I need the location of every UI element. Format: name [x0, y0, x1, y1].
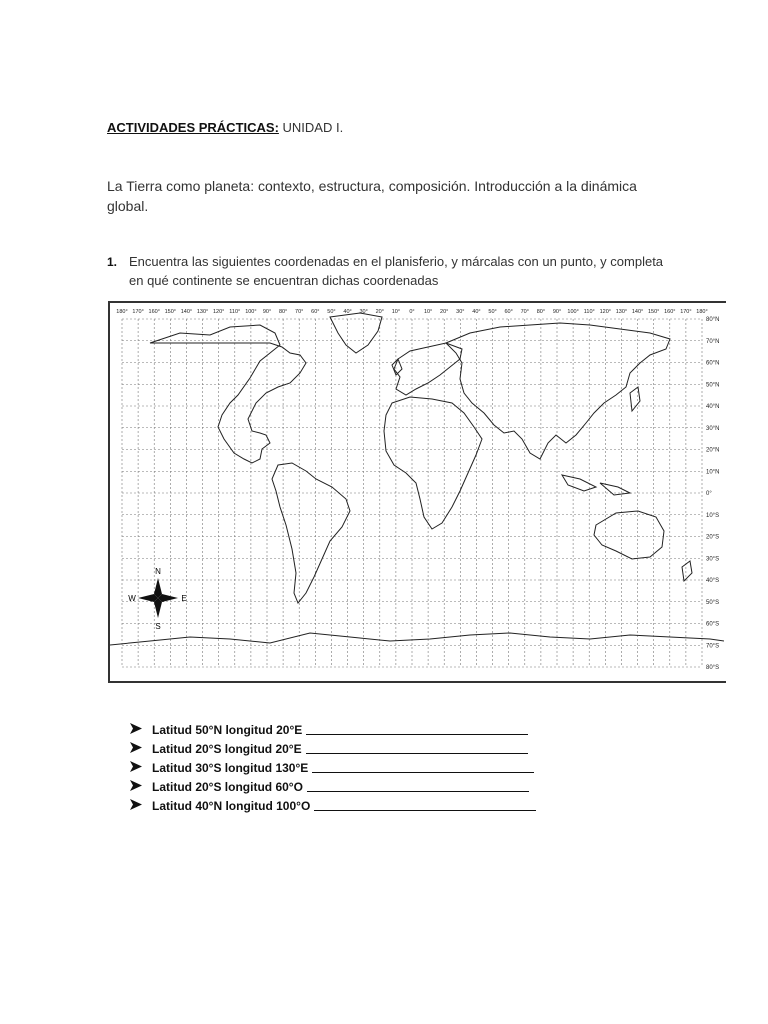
latitude-label: 40°N [706, 404, 720, 410]
longitude-label: 80° [536, 309, 546, 315]
longitude-label: 130° [196, 309, 209, 315]
answer-coordinate: Latitud 30°S longitud 130°E [152, 760, 309, 775]
answer-blank[interactable] [307, 781, 529, 792]
compass-rose [128, 567, 186, 631]
answer-coordinate: Latitud 20°S longitud 60°O [152, 779, 303, 794]
longitude-label: 100° [567, 309, 579, 315]
longitude-label: 140° [180, 309, 193, 315]
latitude-label: 80°N [706, 317, 720, 323]
latitude-label: 30°N [706, 425, 720, 432]
compass-n-label: N [155, 567, 161, 576]
latitude-label: 10°S [706, 512, 720, 519]
latitude-labels [706, 317, 719, 671]
longitude-label: 50° [327, 309, 336, 315]
longitude-label: 120° [212, 309, 225, 315]
arrow-bullet-icon [130, 723, 144, 737]
latitude-label: 80°S [706, 665, 720, 671]
arrow-bullet-icon [130, 742, 144, 756]
compass-e-label: E [181, 594, 187, 603]
answer-blank[interactable] [306, 743, 528, 754]
longitude-label: 150° [164, 309, 177, 315]
longitude-label: 30° [456, 309, 465, 315]
question-number: 1. [107, 255, 118, 269]
longitude-label: 160° [148, 309, 160, 315]
answer-item [130, 739, 536, 758]
answer-item [130, 796, 536, 815]
latitude-label: 70°S [706, 643, 720, 650]
longitude-label: 110° [229, 309, 241, 315]
longitude-label: 110° [583, 309, 595, 315]
compass-s-label: S [155, 622, 161, 631]
longitude-label: 60° [311, 309, 320, 315]
indonesia-outline [562, 475, 630, 495]
latitude-label: 20°N [706, 447, 720, 454]
longitude-label: 100° [245, 309, 257, 315]
arrow-bullet-icon [130, 761, 144, 775]
latitude-label: 50°S [706, 599, 720, 606]
world-map [108, 301, 726, 683]
longitude-label: 20° [440, 309, 449, 315]
arrow-bullet-icon [130, 799, 144, 813]
latitude-label: 0° [706, 491, 712, 497]
longitude-label: 120° [599, 309, 612, 315]
compass-west-arrow [138, 594, 158, 602]
intro-paragraph: La Tierra como planeta: contexto, estructura, composición. Introducción a la dinámica global. [107, 178, 637, 214]
answer-item [130, 720, 536, 739]
japan-outline [630, 387, 640, 411]
answer-blank[interactable] [312, 762, 534, 773]
longitude-label: 60° [504, 309, 513, 315]
answer-item [130, 777, 536, 796]
answer-list [130, 720, 536, 815]
world-map-svg [110, 303, 724, 677]
answer-coordinate: Latitud 20°S longitud 20°E [152, 741, 302, 756]
latitude-label: 50°N [706, 382, 720, 389]
longitude-label: 180° [116, 309, 128, 315]
longitude-label: 70° [295, 309, 304, 315]
longitude-label: 20° [375, 309, 384, 315]
antarctica-outline [110, 633, 724, 645]
longitude-label: 130° [615, 309, 628, 315]
longitude-label: 70° [520, 309, 529, 315]
latitude-label: 60°S [706, 621, 720, 628]
answer-coordinate: Latitud 50°N longitud 20°E [152, 722, 303, 737]
longitude-labels [116, 309, 707, 315]
longitude-label: 180° [696, 309, 708, 315]
longitude-label: 30° [359, 309, 368, 315]
compass-south-arrow [154, 598, 162, 618]
longitude-label: 50° [488, 309, 497, 315]
longitude-label: 0° [409, 309, 415, 315]
longitude-label: 140° [631, 309, 644, 315]
answer-item [130, 758, 536, 777]
south-america-outline [272, 463, 350, 603]
answer-blank[interactable] [306, 724, 528, 735]
longitude-label: 170° [132, 309, 144, 315]
latitude-label: 60°N [706, 360, 720, 367]
compass-east-arrow [158, 594, 178, 602]
longitude-label: 10° [391, 309, 401, 315]
africa-outline [384, 397, 482, 529]
latitude-label: 10°N [706, 469, 720, 476]
longitude-label: 40° [472, 309, 481, 315]
heading-unit: UNIDAD I. [278, 120, 344, 135]
answer-blank[interactable] [314, 800, 536, 811]
heading-bold: ACTIVIDADES PRÁCTICAS: [107, 120, 279, 135]
compass-north-arrow [154, 578, 162, 598]
new-zealand-outline [682, 561, 692, 581]
asia-outline [446, 323, 670, 459]
section-heading [107, 120, 343, 135]
longitude-label: 160° [664, 309, 676, 315]
latitude-label: 20°S [706, 534, 720, 541]
longitude-label: 150° [647, 309, 660, 315]
longitude-label: 80° [278, 309, 288, 315]
longitude-label: 90° [262, 309, 272, 315]
longitude-label: 90° [552, 309, 562, 315]
longitude-label: 170° [680, 309, 692, 315]
longitude-label: 40° [343, 309, 352, 315]
compass-w-label: W [128, 594, 136, 603]
longitude-label: 10° [423, 309, 433, 315]
north-america-outline [150, 325, 306, 463]
arrow-bullet-icon [130, 780, 144, 794]
question-text: Encuentra las siguientes coordenadas en el planisferio, y márcalas con un punto, y completa en qué continente se encuentran dichas coordenadas [129, 254, 664, 288]
map-grid [122, 319, 702, 667]
latitude-label: 70°N [706, 338, 720, 345]
latitude-label: 40°S [706, 578, 720, 584]
answer-coordinate: Latitud 40°N longitud 100°O [152, 798, 311, 813]
latitude-label: 30°S [706, 556, 720, 563]
